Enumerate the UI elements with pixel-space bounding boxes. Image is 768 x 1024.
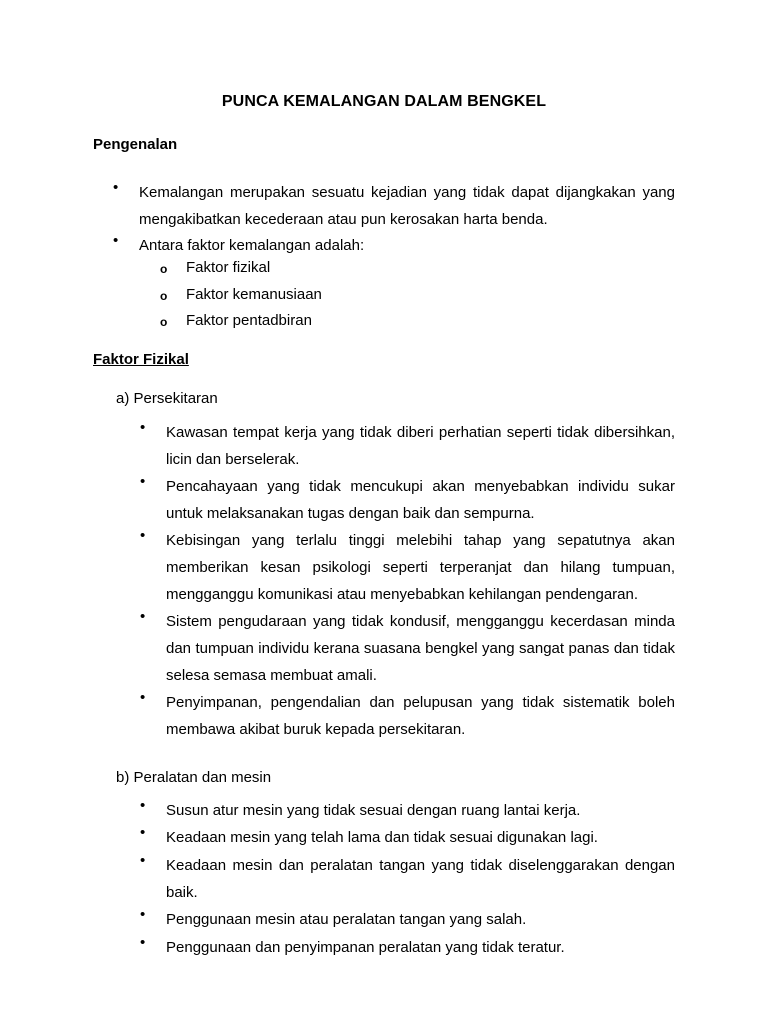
- bullet-icon: •: [113, 232, 119, 249]
- list-item-text: Pencahayaan yang tidak mencukupi akan menyebabkan individu sukar untuk melaksanakan tugas dengan baik dan sempurna.: [166, 478, 675, 522]
- sub-list-item-text: Faktor fizikal: [186, 259, 271, 276]
- sub-list-item-text: Faktor pentadbiran: [186, 312, 312, 329]
- bullet-icon: •: [140, 824, 146, 841]
- bullet-icon: •: [140, 852, 146, 869]
- list-item: [93, 232, 675, 259]
- bullet-icon: •: [113, 179, 119, 196]
- bullet-icon: •: [140, 527, 146, 544]
- list-item: [93, 179, 675, 233]
- list-item: [140, 689, 675, 743]
- list-item: [140, 473, 675, 527]
- list-item: [140, 852, 675, 906]
- page-title: PUNCA KEMALANGAN DALAM BENGKEL: [221, 93, 547, 110]
- list-item-text: Kemalangan merupakan sesuatu kejadian yang tidak dapat dijangkakan yang mengakibatkan kecederaan atau pun kerosakan harta benda.: [139, 184, 675, 228]
- bullet-icon: •: [140, 906, 146, 923]
- list-item-text: Kawasan tempat kerja yang tidak diberi perhatian seperti tidak dibersihkan, licin dan berselerak.: [166, 424, 675, 468]
- sub-bullet-icon: o: [160, 315, 168, 329]
- bullet-icon: •: [140, 419, 146, 436]
- list-item: [140, 419, 675, 473]
- bullet-icon: •: [140, 934, 146, 951]
- bullet-icon: •: [140, 689, 146, 706]
- list-item: [140, 527, 675, 608]
- bullet-icon: •: [140, 608, 146, 625]
- list-item-text: Penggunaan mesin atau peralatan tangan yang salah.: [166, 911, 527, 928]
- list-item-text: Susun atur mesin yang tidak sesuai dengan ruang lantai kerja.: [166, 802, 581, 819]
- list-item: [140, 934, 675, 961]
- list-item: [140, 608, 675, 689]
- sub-bullet-icon: o: [160, 289, 168, 303]
- list-item-text: Sistem pengudaraan yang tidak kondusif, mengganggu kecerdasan minda dan tumpuan individu kerana suasana bengkel yang sangat panas dan tidak selesa semasa membuat amali.: [166, 613, 675, 684]
- heading-pengenalan: Pengenalan: [93, 136, 178, 153]
- list-item-text: Antara faktor kemalangan adalah:: [139, 237, 365, 254]
- list-item: [140, 797, 675, 824]
- sub-list-item-text: Faktor kemanusiaan: [186, 286, 322, 303]
- section-label-peralatan: b) Peralatan dan mesin: [116, 769, 272, 786]
- bullet-icon: •: [140, 473, 146, 490]
- sub-bullet-icon: o: [160, 262, 168, 276]
- list-item: [140, 906, 675, 933]
- list-item-text: Kebisingan yang terlalu tinggi melebihi tahap yang sepatutnya akan memberikan kesan psikologi seperti terperanjat dan hilang tumpuan, mengganggu komunikasi atau menyebabkan kehilangan pendengaran.: [166, 532, 675, 603]
- section-label-persekitaran: a) Persekitaran: [116, 390, 218, 407]
- list-item: [140, 824, 675, 851]
- list-item-text: Penyimpanan, pengendalian dan pelupusan yang tidak sistematik boleh membawa akibat buruk kepada persekitaran.: [166, 694, 675, 738]
- list-item-text: Keadaan mesin yang telah lama dan tidak sesuai digunakan lagi.: [166, 829, 598, 846]
- bullet-icon: •: [140, 797, 146, 814]
- list-item-text: Keadaan mesin dan peralatan tangan yang tidak diselenggarakan dengan baik.: [166, 857, 675, 901]
- list-item-text: Penggunaan dan penyimpanan peralatan yang tidak teratur.: [166, 939, 565, 956]
- heading-faktor-fizikal: Faktor Fizikal: [93, 351, 189, 368]
